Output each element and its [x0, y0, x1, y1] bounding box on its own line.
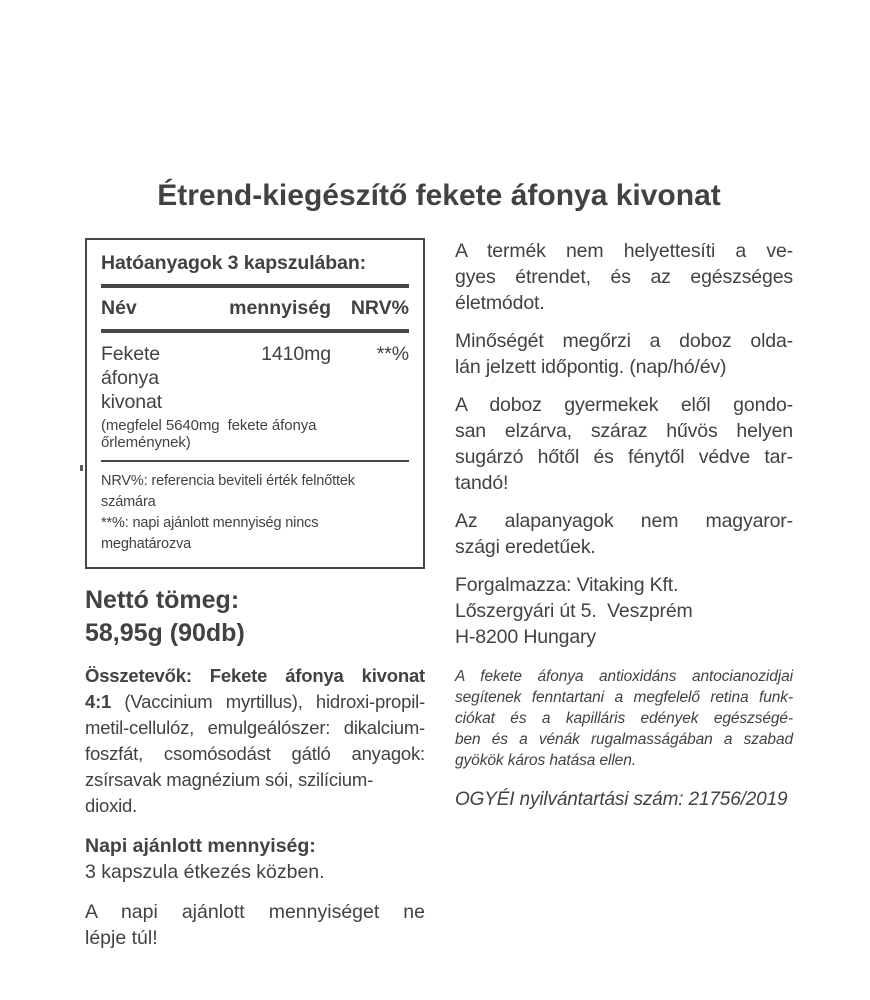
registration-number: OGYÉI nyilvántartási szám: 21756/2019 — [455, 789, 788, 810]
ingredients-bold-intro: Összetevők: Fekete áfonya kivonat — [85, 665, 425, 686]
ingredients-text: (Vaccinium myrtillus), hidroxi-propil- — [111, 691, 425, 712]
ingredient-nrv: **% — [376, 343, 409, 365]
ingredient-name — [101, 342, 221, 414]
ingredients-line — [85, 689, 425, 715]
table-header-row — [99, 297, 411, 320]
text-line: Minőségét megőrzi a doboz olda- — [455, 330, 793, 352]
info-paragraph-varied-diet — [455, 238, 793, 316]
ingredients-line: zsírsavak magnézium sói, szilícium-dioxid. — [85, 769, 374, 816]
distributor-info — [455, 572, 793, 650]
text-line: szági eredetűek. — [455, 536, 596, 558]
text-line: ben és a vénák rugalmasságában a szabad — [455, 731, 793, 748]
net-weight-label: Nettó tömeg: — [85, 586, 240, 614]
info-paragraph-storage — [455, 392, 793, 496]
net-weight — [85, 584, 425, 650]
text-line: gyökök káros hatása ellen. — [455, 752, 636, 769]
info-paragraph-origin — [455, 508, 793, 560]
table-footnotes — [99, 471, 411, 557]
text-line: életmódot. — [455, 292, 545, 314]
text-line: H-8200 Hungary — [455, 626, 596, 648]
ingredients-line — [85, 663, 425, 689]
text-line: lán jelzett időpontig. (nap/hó/év) — [455, 356, 727, 378]
column-header-amount: mennyiség — [229, 297, 331, 319]
text-line: lépje túl! — [85, 927, 158, 949]
ingredient-name-line1: Fekete áfonya — [101, 343, 161, 389]
left-column — [85, 238, 425, 951]
footnote-daily: **%: napi ajánlott mennyiség nincs meghatározva — [101, 515, 319, 552]
label-columns — [85, 238, 793, 951]
text-line: san elzárva, száraz hűvös helyen — [455, 420, 793, 442]
table-divider-bottom — [101, 460, 409, 462]
text-line: tandó! — [455, 472, 509, 494]
health-claim — [455, 666, 793, 771]
print-artifact-mark — [80, 465, 83, 471]
info-paragraph-best-before — [455, 328, 793, 380]
daily-limit-warning — [85, 899, 425, 951]
ingredient-equivalence-note: (megfelel 5640mg fekete áfonya őrleménynek) — [101, 417, 317, 451]
text-line: Az alapanyagok nem magyaror- — [455, 510, 793, 532]
ingredients-line: metil-cellulóz, emulgeálószer: dikalcium- — [85, 717, 425, 738]
table-divider-middle — [101, 329, 409, 333]
product-title: Étrend-kiegészítő fekete áfonya kivonat — [157, 179, 721, 212]
text-line: gyes étrendet, és az egészséges — [455, 266, 793, 288]
right-column — [455, 238, 793, 813]
ingredients-paragraph — [85, 663, 425, 819]
ingredients-ratio: 4:1 — [85, 691, 112, 712]
daily-amount-value: 3 kapszula étkezés közben. — [85, 861, 325, 883]
active-ingredients-table — [85, 238, 425, 569]
text-line: A napi ajánlott mennyiséget ne — [85, 901, 425, 923]
text-line: Forgalmazza: Vitaking Kft. — [455, 574, 679, 596]
text-line: A doboz gyermekek elől gondo- — [455, 394, 793, 416]
ingredient-name-line2: kivonat — [101, 391, 163, 413]
table-title: Hatóanyagok 3 kapszulában: — [101, 252, 367, 274]
ingredient-amount: 1410mg — [261, 343, 331, 365]
ingredient-row — [99, 342, 411, 414]
ingredients-line: foszfát, csomósodást gátló anyagok: — [85, 743, 425, 764]
column-header-name: Név — [101, 297, 137, 319]
text-line: Lőszergyári út 5. Veszprém — [455, 600, 693, 622]
footnote-nrv: NRV%: referencia beviteli érték felnőttek számára — [101, 473, 355, 510]
text-line: A fekete áfonya antioxidáns antocianozidjai — [455, 668, 793, 685]
column-header-nrv: NRV% — [350, 297, 409, 319]
text-line: segítenek fenntartani a megfelelő retina funk- — [455, 689, 793, 706]
table-divider-top — [101, 284, 409, 288]
net-weight-value: 58,95g (90db) — [85, 619, 245, 647]
text-line: sugárzó hőtől és fénytől védve tar- — [455, 446, 793, 468]
text-line: A termék nem helyettesíti a ve- — [455, 240, 793, 262]
text-line: ciókat és a kapilláris edények egészségé- — [455, 710, 793, 727]
daily-amount-heading: Napi ajánlott mennyiség: — [85, 835, 316, 857]
